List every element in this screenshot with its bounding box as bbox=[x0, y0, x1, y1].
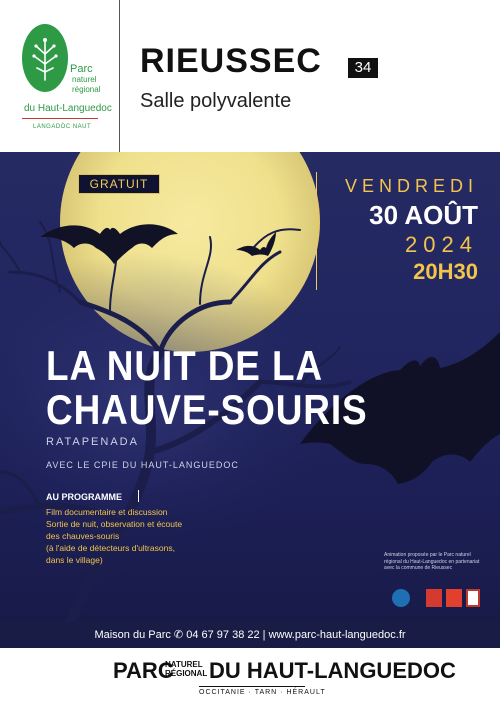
program-divider bbox=[138, 490, 139, 502]
event-day: VENDREDI bbox=[344, 176, 478, 196]
brand-regional-text: RÉGIONAL bbox=[165, 669, 208, 678]
contact-strip bbox=[0, 622, 500, 648]
town-name: RIEUSSEC bbox=[140, 42, 322, 80]
free-badge: GRATUIT bbox=[78, 174, 160, 194]
poster-header bbox=[0, 0, 500, 152]
logo-region-text: LANGADÒC NAUT bbox=[33, 124, 92, 130]
logo-naturel-text: naturel bbox=[72, 75, 97, 84]
contact-line: Maison du Parc ✆ 04 67 97 38 22 | www.parc-haut-languedoc.fr bbox=[94, 629, 406, 641]
list-item: Sortie de nuit, observation et écoute bbox=[46, 519, 183, 529]
department-badge: 34 bbox=[348, 58, 378, 78]
leaf-logo-icon bbox=[22, 24, 68, 92]
event-title-line-1: LA NUIT DE LA bbox=[46, 342, 323, 389]
event-partner: AVEC LE CPIE DU HAUT-LANGUEDOC bbox=[46, 460, 239, 470]
brand-naturel-text: NATUREL bbox=[165, 660, 203, 669]
logo-name-text: du Haut-Languedoc bbox=[24, 103, 112, 114]
list-item: (à l'aide de détecteurs d'ultrasons, bbox=[46, 543, 175, 553]
event-date: 30 AOÛT bbox=[369, 200, 478, 230]
list-item: des chauves-souris bbox=[46, 531, 120, 541]
list-item: Film documentaire et discussion bbox=[46, 507, 168, 517]
event-time: 20H30 bbox=[413, 259, 478, 284]
brand-parc-text: PARC bbox=[113, 658, 174, 683]
program-heading: AU PROGRAMME bbox=[46, 492, 122, 502]
list-item: dans le village) bbox=[46, 555, 103, 565]
event-year: 2024 bbox=[405, 232, 478, 257]
regions-text: OCCITANIE · TARN · HÉRAULT bbox=[199, 686, 305, 698]
date-divider bbox=[316, 172, 317, 290]
brand-name-text: DU HAUT-LANGUEDOC bbox=[209, 658, 456, 683]
partner-logos bbox=[392, 589, 482, 609]
event-hero bbox=[0, 152, 500, 622]
park-logo bbox=[0, 0, 120, 152]
partner-logo-icon bbox=[426, 589, 442, 607]
event-subtitle: RATAPENADA bbox=[46, 436, 139, 448]
partner-logo-icon bbox=[466, 589, 480, 607]
logo-divider bbox=[22, 118, 98, 119]
partner-logo-icon bbox=[446, 589, 462, 607]
program-list bbox=[46, 506, 236, 566]
logo-regional-text: régional bbox=[72, 85, 101, 94]
poster-footer bbox=[0, 648, 500, 707]
logo-parc-text: Parc bbox=[70, 63, 93, 75]
credit-text: Animation proposée par le Parc naturel régional du Haut-Languedoc en partenariat avec la commune de Rieussec bbox=[384, 552, 480, 571]
partner-logo-icon bbox=[392, 589, 410, 607]
event-title-line-2: CHAUVE-SOURIS bbox=[46, 386, 368, 433]
venue-name: Salle polyvalente bbox=[140, 90, 292, 112]
